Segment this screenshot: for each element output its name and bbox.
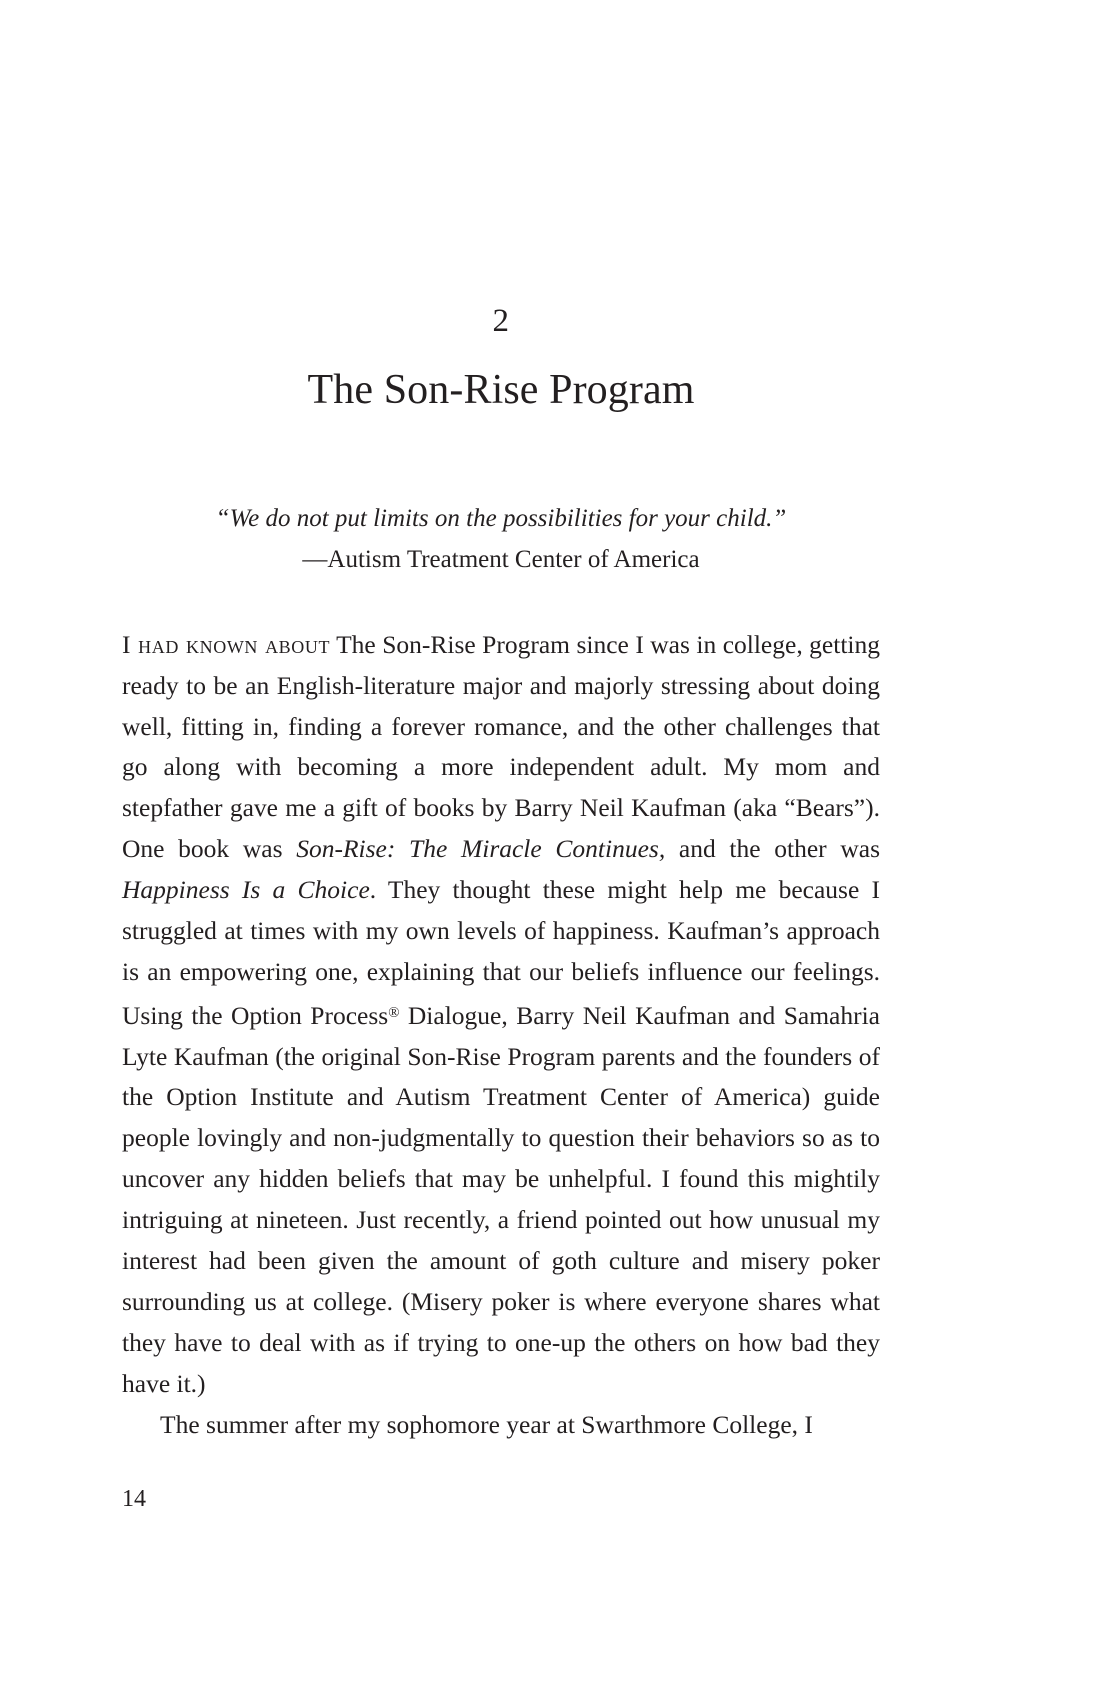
body-copy [122, 625, 880, 1446]
epigraph-quote: “We do not put limits on the possibilities for your child.” [215, 505, 787, 533]
paragraph-run-4: Dialogue, Barry Neil Kaufman and Samahria Lyte Kaufman (the original Son-Rise Program parents and the founders of the Option Institute and Autism Treatment Center of America) guide people lovingly and non-judgmentally to question their behaviors so as to uncover any hidden beliefs that may be unhelpful. I found this mightily intriguing at nineteen. Just recently, a friend pointed out how unusual my interest had been given the amount of goth culture and misery poker surrounding us at college. (Misery poker is where everyone shares what they have to deal with as if trying to one-up the others on how bad they have it.) [122, 1000, 880, 1398]
text-column [122, 0, 880, 1446]
paragraph-run-1: The Son-Rise Program since I was in college, getting ready to be an English-literature major and majorly stressing about doing well, fitting in, finding a forever romance, and the other challenges that go along with becoming a more independent adult. My mom and stepfather gave me a gift of books by Barry Neil Kaufman (aka “Bears”). One book was [122, 629, 880, 864]
drop-smallcaps-opening: I had known about [122, 629, 331, 659]
chapter-title: The Son-Rise Program [307, 367, 695, 413]
chapter-number: 2 [492, 303, 510, 339]
paragraph-run-2: and the other was [665, 834, 880, 864]
paragraph-two: The summer after my sophomore year at Swarthmore College, I [160, 1409, 813, 1439]
paragraph-opening [122, 625, 880, 1405]
book-title-son-rise: Son-Rise: The Miracle Continues, [296, 834, 666, 864]
page-number: 14 [122, 1486, 146, 1512]
registered-trademark-icon: ® [388, 1004, 400, 1021]
epigraph [122, 499, 880, 581]
book-title-happiness-is-a-choice: Happiness Is a Choice [122, 875, 370, 905]
epigraph-source: —Autism Treatment Center of America [302, 545, 700, 573]
paragraph-run-3: . They thought these might help me because I struggled at times with my own levels of happiness. Kaufman’s approach is an empowering one, explaining that our beliefs influence our feelings. Using the Option Process [122, 875, 880, 1030]
